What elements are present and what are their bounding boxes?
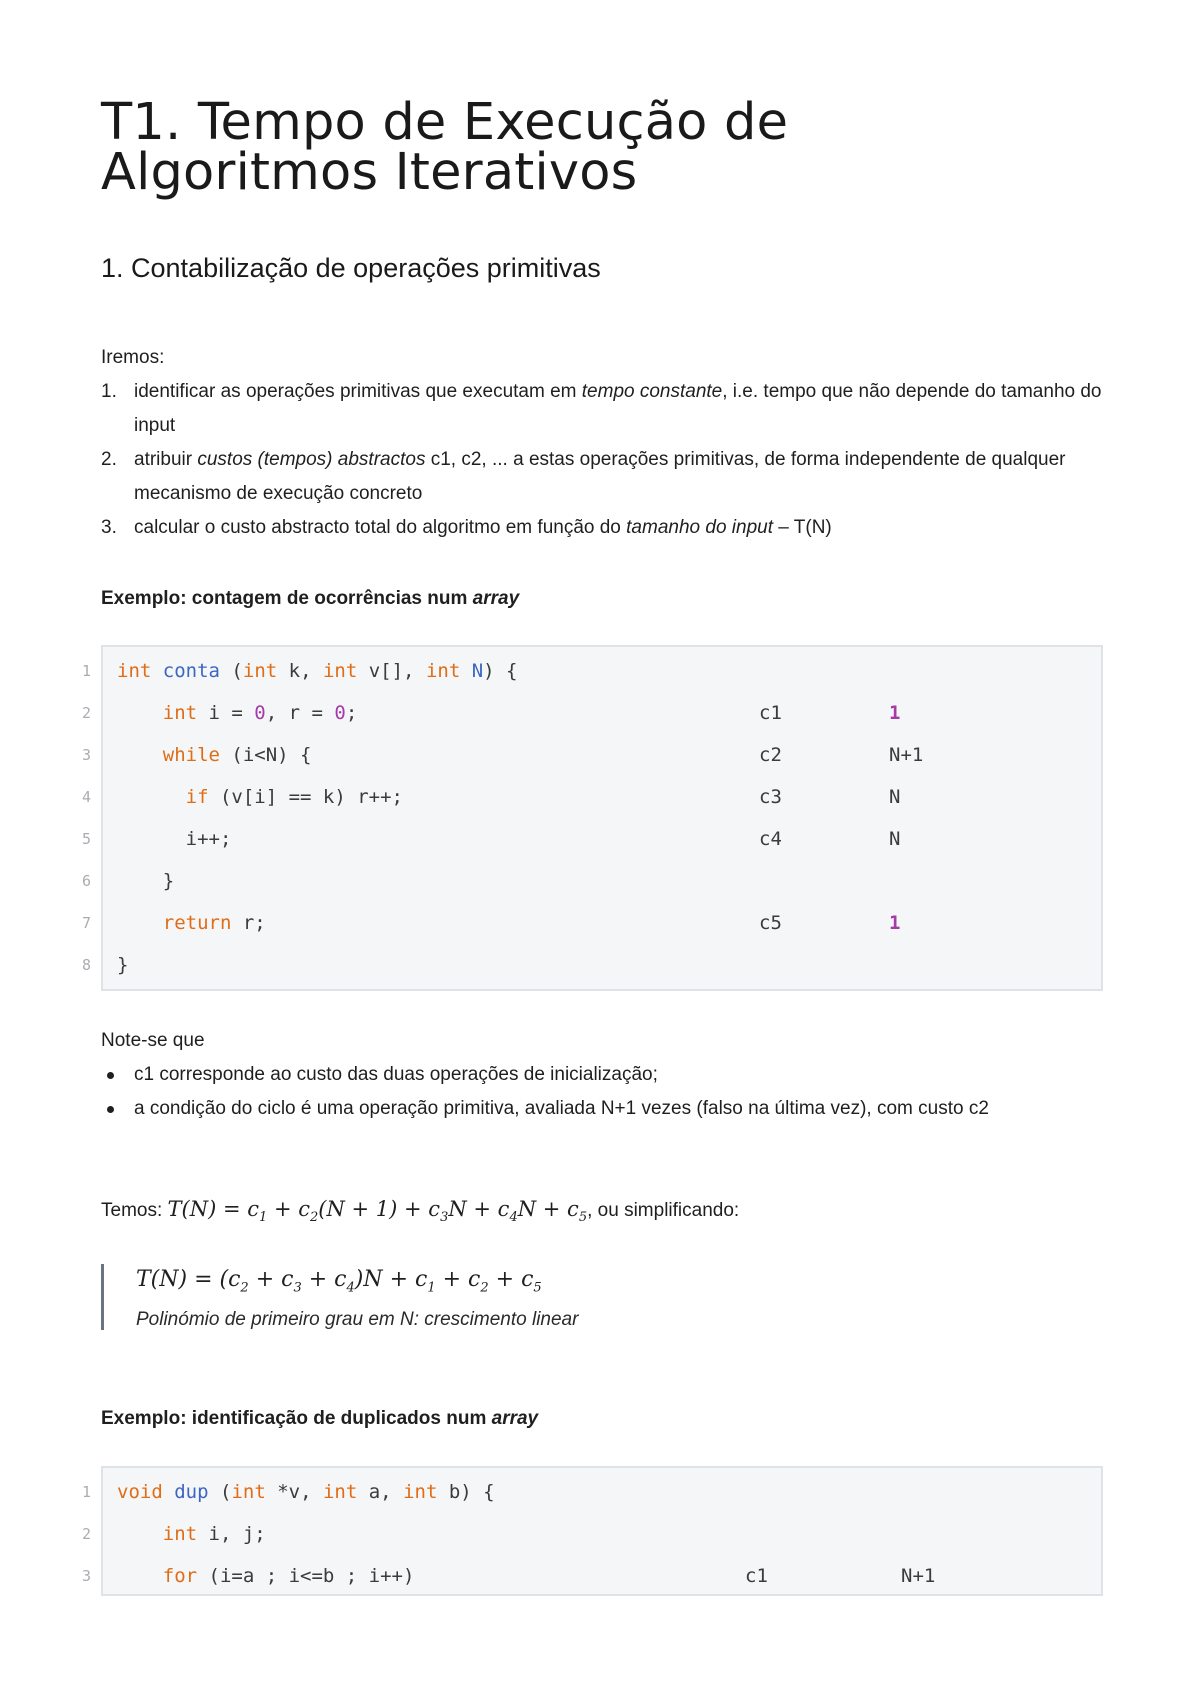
code-line: 3 while (i<N) { c2 N+1	[81, 744, 924, 766]
steps-list	[101, 375, 1103, 545]
code-line: 3 for (i=a ; i<=b ; i++) c1 N+1	[81, 1565, 936, 1587]
list-item: a condição do ciclo é uma operação primitiva, avaliada N+1 vezes (falso na última vez), com custo c2	[101, 1092, 1103, 1126]
code-line: 6 }	[81, 870, 175, 892]
bullet-icon	[107, 1072, 114, 1079]
blockquote	[101, 1264, 836, 1330]
section-heading: 1. Contabilização de operações primitivas	[101, 253, 601, 283]
example-heading: Exemplo: contagem de ocorrências num array	[101, 588, 520, 609]
quote-caption: Polinómio de primeiro grau em N: crescimento linear	[136, 1309, 579, 1331]
example-heading: Exemplo: identificação de duplicados num array	[101, 1408, 539, 1429]
page-title: T1. Tempo de Execução de Algoritmos Iterativos	[101, 93, 789, 202]
code-line: 1 int conta (int k, int v[], int N) {	[81, 660, 518, 682]
code-block	[81, 1466, 1103, 1596]
code-block	[81, 645, 1103, 991]
code-line: 5 i++; c4 N	[81, 828, 901, 850]
list-number: 2.	[101, 449, 117, 470]
bullet-icon	[107, 1106, 114, 1113]
list-item: 2. atribuir custos (tempos) abstractos c1, c2, ... a estas operações primitivas, de forma independente de qualquer mecanismo de execução concreto	[101, 443, 1103, 511]
notes-list	[101, 1058, 1103, 1126]
list-number: 3.	[101, 517, 117, 538]
list-item: c1 corresponde ao custo das duas operações de inicialização;	[101, 1058, 1103, 1092]
list-item: 1. identificar as operações primitivas que executam em tempo constante, i.e. tempo que não depende do tamanho do input	[101, 375, 1103, 443]
list-number: 1.	[101, 381, 117, 402]
list-item: 3. calcular o custo abstracto total do algoritmo em função do tamanho do input – T(N)	[101, 511, 1103, 545]
code-line: 2 int i = 0, r = 0; c1 1	[81, 702, 901, 724]
temos-line: Temos: $T(N) = c_1 + c_2(N + 1) + c_3N + c_4N + c_5$, ou simplificando:	[101, 1197, 740, 1226]
intro-text: Iremos:	[101, 347, 165, 368]
formula: $T(N) = c_1 + c_2(N + 1) + c_3N + c_4N + c_5$	[167, 1197, 588, 1226]
code-line: 8 }	[81, 954, 129, 976]
formula: $T(N) = (c_2 + c_3 + c_4)N + c_1 + c_2 + c_5$	[136, 1267, 542, 1296]
code-line: 1 void dup (int *v, int a, int b) {	[81, 1481, 495, 1503]
note-intro: Note-se que	[101, 1030, 205, 1051]
code-line: 7 return r; c5 1	[81, 912, 901, 934]
code-line: 2 int i, j;	[81, 1523, 266, 1545]
code-line: 4 if (v[i] == k) r++; c3 N	[81, 786, 901, 808]
